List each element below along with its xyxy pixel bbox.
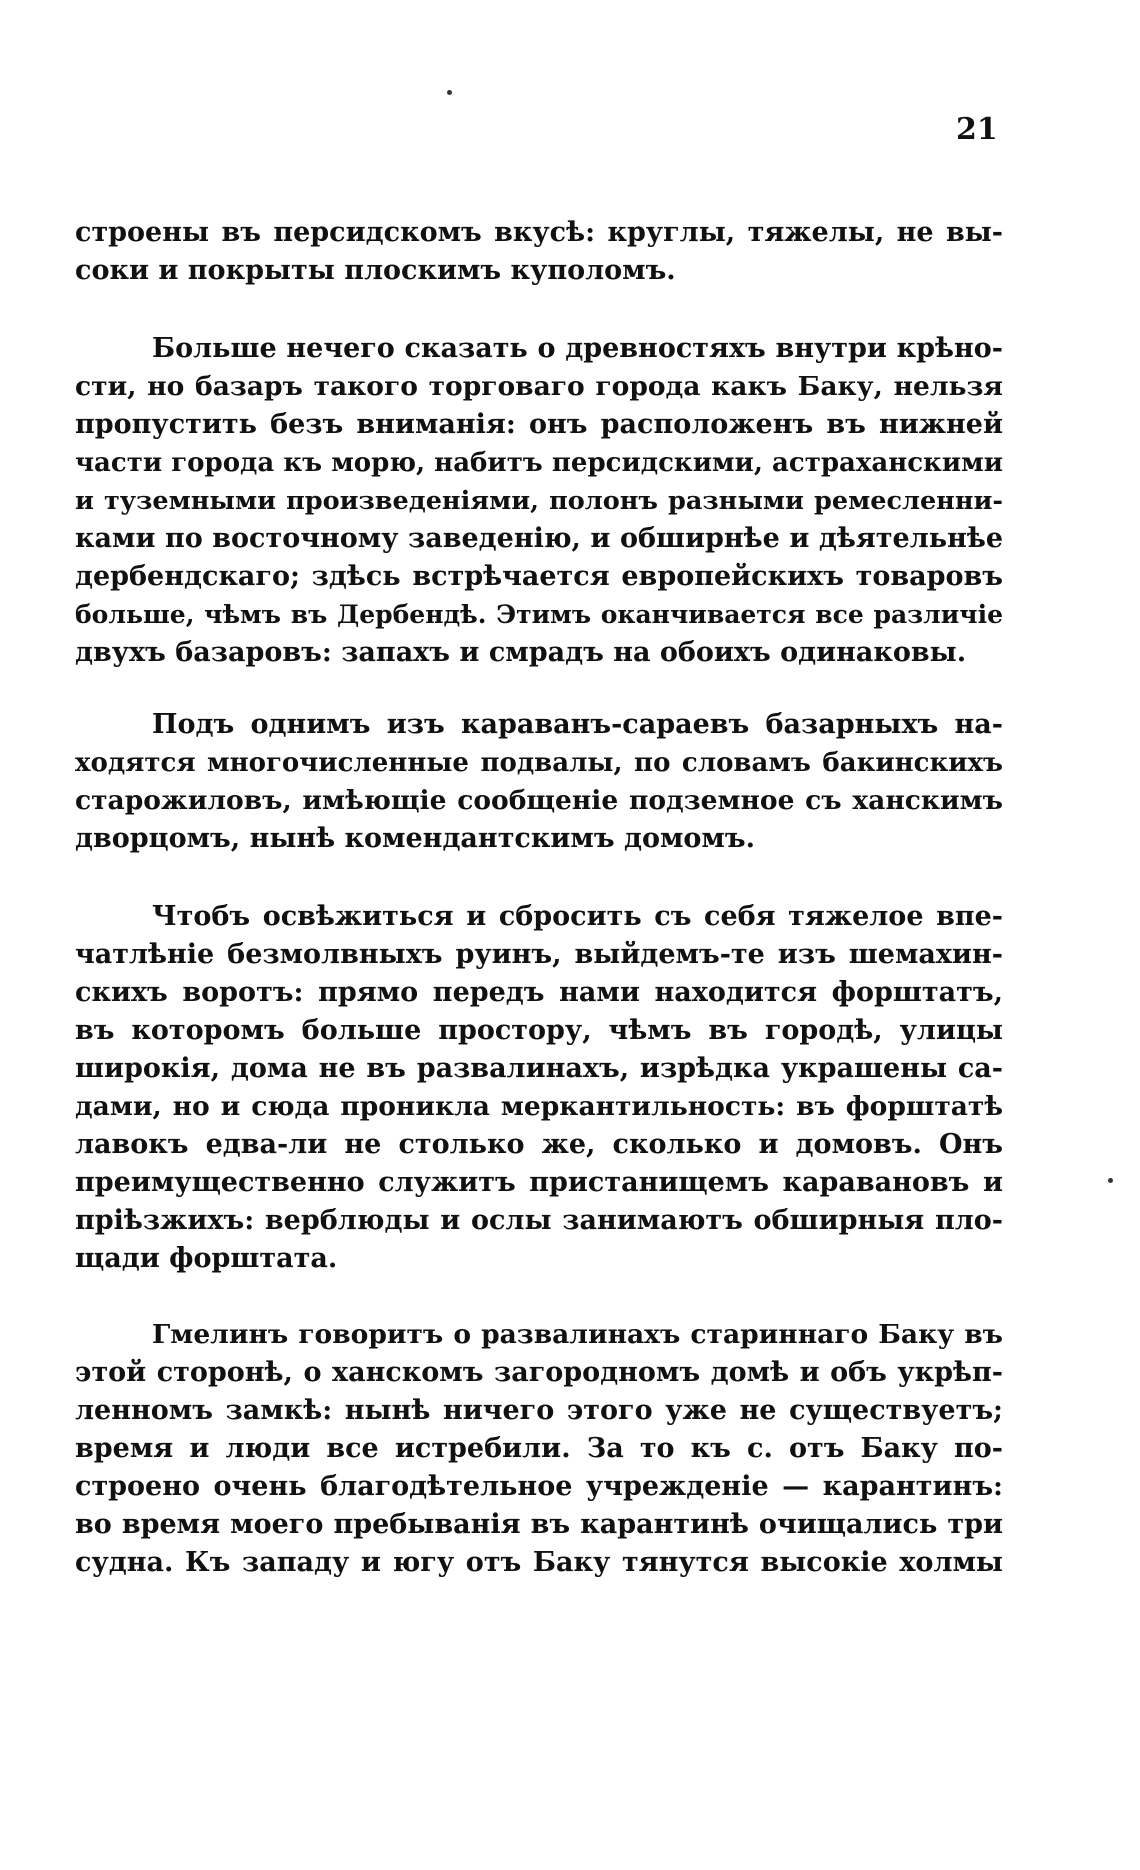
text-line: лавокъ едва-ли не столько же, сколько и домовъ. Онъ xyxy=(75,1129,1003,1160)
text-line: дербендскаго; здѣсь встрѣчается европейскихъ товаровъ xyxy=(75,561,1003,592)
print-speck xyxy=(447,90,452,95)
text-line: щади форштата. xyxy=(75,1243,338,1274)
text-line: во время моего пребыванія въ карантинѣ очищались три xyxy=(75,1509,1003,1540)
text-line: въ которомъ больше простору, чѣмъ въ городѣ, улицы xyxy=(75,1015,1003,1046)
text-line: скихъ воротъ: прямо передъ нами находится форштатъ, xyxy=(75,977,1003,1008)
paragraph xyxy=(75,214,1003,290)
text-line: части города къ морю, набитъ персидскими, астраханскими xyxy=(75,448,1003,478)
print-speck xyxy=(1108,1178,1113,1183)
text-line: преимущественно служитъ пристанищемъ каравановъ и xyxy=(75,1167,1003,1198)
text-line: чатлѣніе безмолвныхъ руинъ, выйдемъ-те изъ шемахин- xyxy=(75,939,1003,970)
paragraph xyxy=(75,706,1003,858)
page-number: 21 xyxy=(956,112,998,147)
text-line: Подъ однимъ изъ караванъ-сараевъ базарныхъ на- xyxy=(152,709,1003,740)
text-line: больше, чѣмъ въ Дербендѣ. Этимъ оканчивается все различіе xyxy=(75,600,1003,629)
text-line: старожиловъ, имѣющіе сообщеніе подземное съ ханскимъ xyxy=(75,785,1003,816)
text-line: Больше нечего сказать о древностяхъ внутри крѣно- xyxy=(152,333,1003,364)
text-line: строены въ персидскомъ вкусѣ: круглы, тяжелы, не вы- xyxy=(75,217,1003,248)
text-line: широкія, дома не въ развалинахъ, изрѣдка украшены са- xyxy=(75,1053,1003,1084)
text-line: дами, но и сюда проникла меркантильность: въ форштатѣ xyxy=(75,1091,1003,1122)
text-line: Гмелинъ говоритъ о развалинахъ стариннаго Баку въ xyxy=(152,1319,1003,1350)
paragraph xyxy=(75,1316,1003,1582)
text-line: судна. Къ западу и югу отъ Баку тянутся высокіе холмы xyxy=(75,1547,1003,1578)
text-line: дворцомъ, нынѣ комендантскимъ домомъ. xyxy=(75,823,755,854)
text-line: соки и покрыты плоскимъ куполомъ. xyxy=(75,255,676,286)
text-line: и туземными произведеніями, полонъ разными ремесленни- xyxy=(75,486,1003,516)
text-line: пріѣзжихъ: верблюды и ослы занимаютъ обширныя пло- xyxy=(75,1205,1003,1236)
text-line: ками по восточному заведенію, и обширнѣе и дѣятельнѣе xyxy=(75,523,1003,554)
text-line: Чтобъ освѣжиться и сбросить съ себя тяжелое впе- xyxy=(152,901,1003,932)
text-line: строено очень благодѣтельное учрежденіе — карантинъ: xyxy=(75,1471,1003,1502)
paragraph xyxy=(75,898,1003,1278)
paragraph xyxy=(75,330,1003,672)
text-line: этой сторонѣ, о ханскомъ загородномъ домѣ и объ укрѣп- xyxy=(75,1357,1003,1388)
text-line: пропустить безъ вниманія: онъ расположенъ въ нижней xyxy=(75,409,1003,440)
text-line: сти, но базаръ такого торговаго города какъ Баку, нельзя xyxy=(75,371,1003,402)
text-line: ходятся многочисленные подвалы, по словамъ бакинскихъ xyxy=(75,748,1003,778)
text-line: двухъ базаровъ: запахъ и смрадъ на обоихъ одинаковы. xyxy=(75,637,967,668)
text-line: время и люди все истребили. За то къ с. отъ Баку по- xyxy=(75,1433,1003,1464)
text-line: ленномъ замкѣ: нынѣ ничего этого уже не существуетъ; xyxy=(75,1395,1003,1426)
